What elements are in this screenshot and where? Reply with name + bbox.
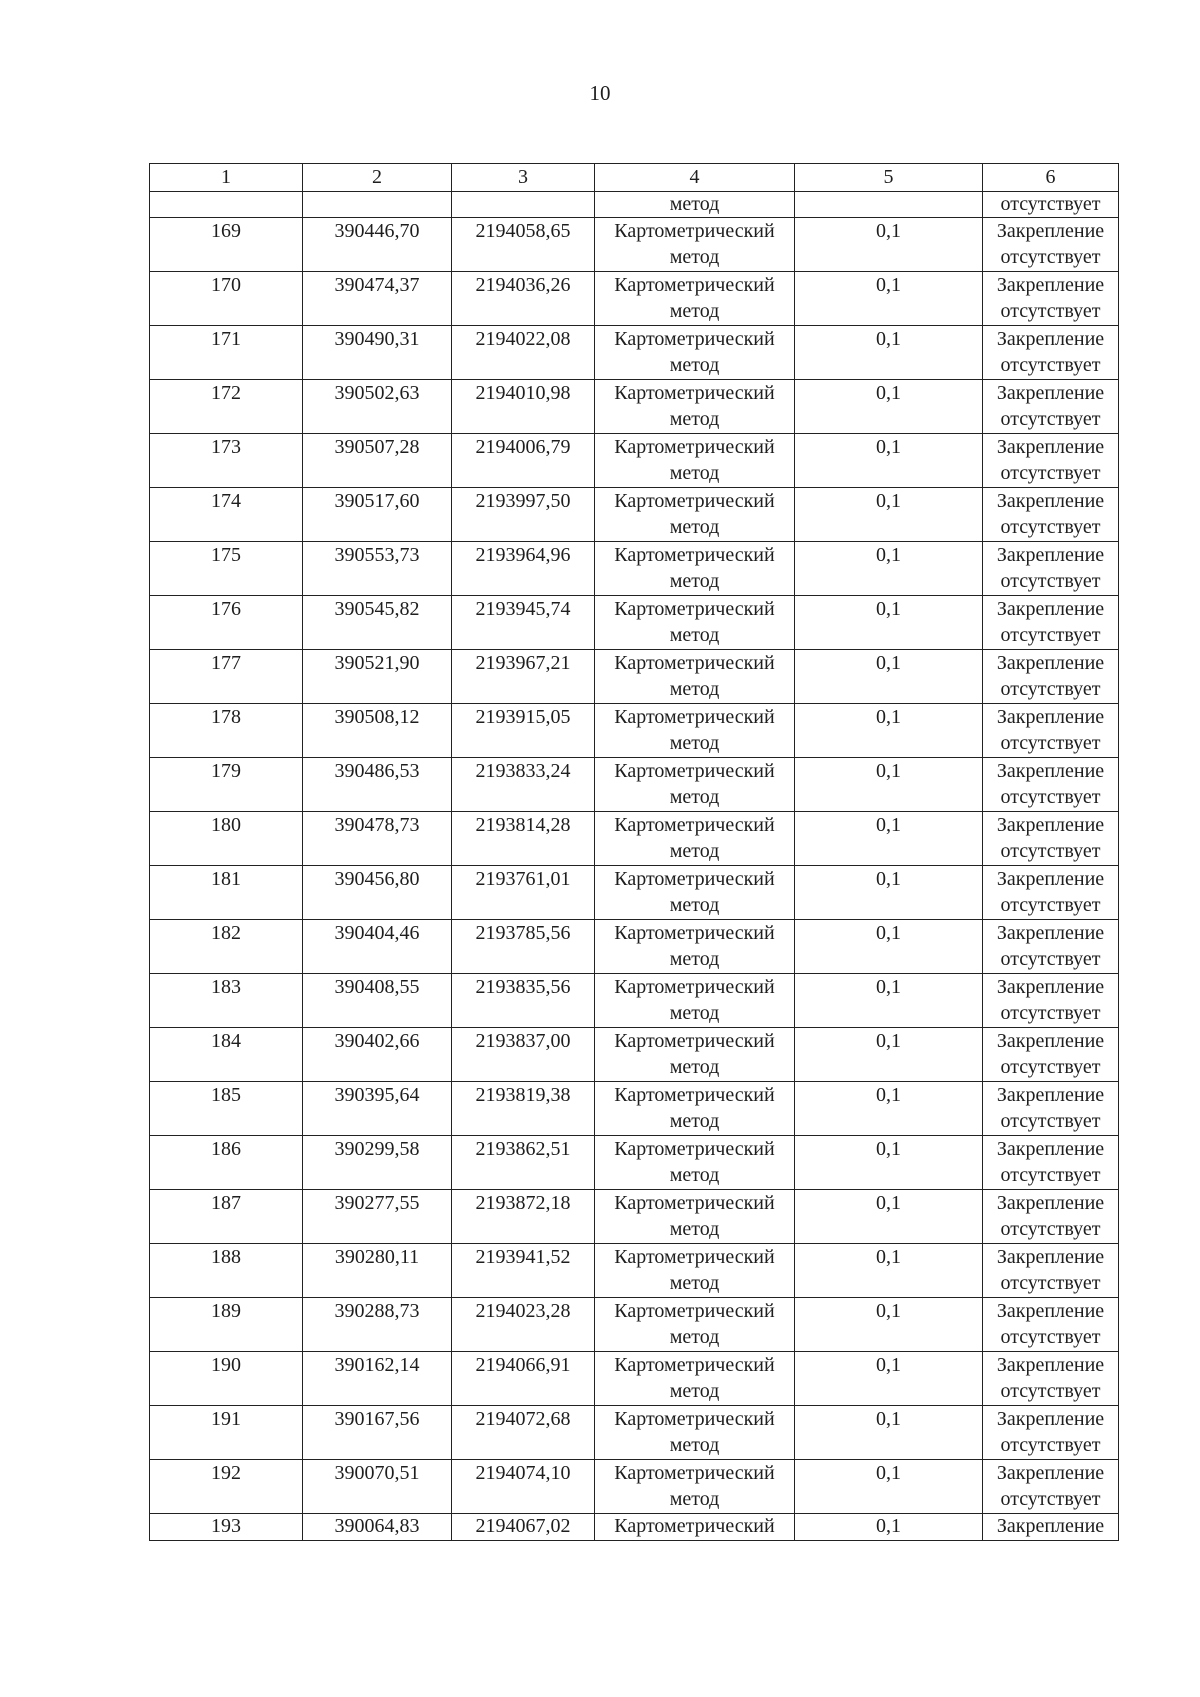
cell-x-coordinate: 390521,90: [303, 650, 452, 704]
cell-point-number: 184: [150, 1028, 303, 1082]
cell-y-coordinate: 2193833,24: [452, 758, 595, 812]
cell-fixing: [983, 1028, 1119, 1082]
fixing-line-1: Закрепление: [996, 706, 1105, 728]
cell-fixing: [983, 218, 1119, 272]
cell-empty: [150, 192, 303, 218]
cell-fixing: [983, 704, 1119, 758]
cell-point-number: 172: [150, 380, 303, 434]
method-line-2: метод: [669, 624, 720, 646]
fixing-line-1: Закрепление: [996, 220, 1105, 242]
cell-y-coordinate: 2194022,08: [452, 326, 595, 380]
cell-error: 0,1: [795, 1136, 983, 1190]
method-line-1: Картометрический: [614, 868, 775, 890]
cell-fixing: [983, 326, 1119, 380]
cell-point-number: 171: [150, 326, 303, 380]
cell-point-number: 193: [150, 1514, 303, 1541]
fixing-line-1: Закрепление: [996, 1246, 1105, 1268]
cell-y-coordinate: 2194006,79: [452, 434, 595, 488]
table-row: [150, 1298, 1119, 1352]
table-row: [150, 380, 1119, 434]
cell-error: 0,1: [795, 704, 983, 758]
method-line-1: Картометрический: [614, 598, 775, 620]
table-row: [150, 812, 1119, 866]
fixing-line-1: Закрепление: [996, 1300, 1105, 1322]
cell-point-number: 177: [150, 650, 303, 704]
cell-x-coordinate: 390490,31: [303, 326, 452, 380]
cell-x-coordinate: 390402,66: [303, 1028, 452, 1082]
cell-error: 0,1: [795, 866, 983, 920]
method-line-2: метод: [669, 948, 720, 970]
cell-y-coordinate: 2194023,28: [452, 1298, 595, 1352]
table-row: [150, 1244, 1119, 1298]
fixing-line-2: отсутствует: [1000, 246, 1101, 268]
fixing-line-1: Закрепление: [996, 598, 1105, 620]
cell-error: 0,1: [795, 1460, 983, 1514]
cell-y-coordinate: 2194074,10: [452, 1460, 595, 1514]
cell-x-coordinate: 390507,28: [303, 434, 452, 488]
table-row: [150, 1082, 1119, 1136]
method-line-1: Картометрический: [614, 490, 775, 512]
fixing-line-1: Закрепление: [996, 1408, 1105, 1430]
fixing-line-1: Закрепление: [996, 652, 1105, 674]
cell-point-number: 182: [150, 920, 303, 974]
cell-x-coordinate: 390517,60: [303, 488, 452, 542]
method-line-1: Картометрический: [614, 1192, 775, 1214]
table-row: [150, 488, 1119, 542]
cell-method-continuation: метод: [595, 192, 795, 218]
cell-point-number: 185: [150, 1082, 303, 1136]
method-line-2: метод: [669, 570, 720, 592]
cell-error: 0,1: [795, 920, 983, 974]
column-header-5: 5: [795, 164, 983, 192]
cell-x-coordinate: 390456,80: [303, 866, 452, 920]
cell-fixing: [983, 596, 1119, 650]
cell-fixing: [983, 920, 1119, 974]
cell-empty: [452, 192, 595, 218]
cell-point-number: 190: [150, 1352, 303, 1406]
cell-method: [595, 704, 795, 758]
method-line-2: метод: [669, 894, 720, 916]
cell-point-number: 179: [150, 758, 303, 812]
cell-method: [595, 434, 795, 488]
fixing-line-2: отсутствует: [1000, 1110, 1101, 1132]
cell-fixing: Закрепление: [983, 1514, 1119, 1541]
table-row: [150, 1460, 1119, 1514]
table-row: [150, 1136, 1119, 1190]
fixing-line-1: Закрепление: [996, 976, 1105, 998]
method-line-2: метод: [669, 732, 720, 754]
fixing-line-1: Закрепление: [996, 814, 1105, 836]
cell-x-coordinate: 390395,64: [303, 1082, 452, 1136]
method-line-1: Картометрический: [614, 1462, 775, 1484]
cell-point-number: 187: [150, 1190, 303, 1244]
cell-x-coordinate: 390162,14: [303, 1352, 452, 1406]
cell-method: [595, 542, 795, 596]
cell-point-number: 186: [150, 1136, 303, 1190]
method-line-1: Картометрический: [614, 1246, 775, 1268]
fixing-line-2: отсутствует: [1000, 1380, 1101, 1402]
cell-method: [595, 272, 795, 326]
cell-x-coordinate: 390299,58: [303, 1136, 452, 1190]
method-line-2: метод: [669, 1218, 720, 1240]
fixing-line-2: отсутствует: [1000, 516, 1101, 538]
table-row: [150, 272, 1119, 326]
fixing-line-1: Закрепление: [996, 1030, 1105, 1052]
header-row: [150, 164, 1119, 192]
cell-fixing: [983, 650, 1119, 704]
cell-error: 0,1: [795, 596, 983, 650]
cell-y-coordinate: 2193862,51: [452, 1136, 595, 1190]
fixing-line-2: отсутствует: [1000, 678, 1101, 700]
cell-fixing: [983, 1082, 1119, 1136]
fixing-line-1: Закрепление: [996, 1462, 1105, 1484]
cell-point-number: 192: [150, 1460, 303, 1514]
cell-y-coordinate: 2194010,98: [452, 380, 595, 434]
method-line-1: Картометрический: [614, 436, 775, 458]
cell-error: 0,1: [795, 974, 983, 1028]
fixing-line-2: отсутствует: [1000, 1488, 1101, 1510]
cell-x-coordinate: 390508,12: [303, 704, 452, 758]
cell-method: [595, 758, 795, 812]
cell-y-coordinate: 2193941,52: [452, 1244, 595, 1298]
fixing-line-1: Закрепление: [996, 1192, 1105, 1214]
cell-method: [595, 1460, 795, 1514]
cell-x-coordinate: 390553,73: [303, 542, 452, 596]
page-number: 10: [589, 81, 611, 105]
cell-method: [595, 650, 795, 704]
cell-method: Картометрический: [595, 1514, 795, 1541]
fixing-line-2: отсутствует: [1000, 786, 1101, 808]
cell-point-number: 170: [150, 272, 303, 326]
cell-error: 0,1: [795, 488, 983, 542]
method-line-1: Картометрический: [614, 544, 775, 566]
cell-error: 0,1: [795, 272, 983, 326]
table-row: [150, 218, 1119, 272]
cell-fixing: [983, 434, 1119, 488]
fixing-line-2: отсутствует: [1000, 1056, 1101, 1078]
cell-fixing-continuation: отсутствует: [983, 192, 1119, 218]
cell-method: [595, 1298, 795, 1352]
continuation-row: [150, 192, 1119, 218]
cell-method: [595, 1406, 795, 1460]
fixing-line-2: отсутствует: [1000, 462, 1101, 484]
table-row: [150, 596, 1119, 650]
cell-x-coordinate: 390280,11: [303, 1244, 452, 1298]
method-line-2: метод: [669, 1110, 720, 1132]
cell-point-number: 188: [150, 1244, 303, 1298]
method-line-2: метод: [669, 354, 720, 376]
cell-x-coordinate: 390474,37: [303, 272, 452, 326]
cell-point-number: 174: [150, 488, 303, 542]
cell-method: [595, 1028, 795, 1082]
method-line-2: метод: [669, 1380, 720, 1402]
table-row: [150, 434, 1119, 488]
fixing-line-1: Закрепление: [996, 274, 1105, 296]
column-header-6: 6: [983, 164, 1119, 192]
table-body: [150, 164, 1119, 1541]
cell-y-coordinate: 2193964,96: [452, 542, 595, 596]
table-row-last: [150, 1514, 1119, 1541]
fixing-line-2: отсутствует: [1000, 894, 1101, 916]
fixing-line-1: Закрепление: [996, 490, 1105, 512]
cell-error: 0,1: [795, 326, 983, 380]
cell-fixing: [983, 542, 1119, 596]
fixing-line-2: отсутствует: [1000, 624, 1101, 646]
cell-method: [595, 380, 795, 434]
cell-method: [595, 974, 795, 1028]
cell-point-number: 191: [150, 1406, 303, 1460]
method-line-2: метод: [669, 1434, 720, 1456]
fixing-line-2: отсутствует: [1000, 1434, 1101, 1456]
table-row: [150, 326, 1119, 380]
cell-fixing: [983, 1244, 1119, 1298]
cell-y-coordinate: 2193837,00: [452, 1028, 595, 1082]
cell-y-coordinate: 2194058,65: [452, 218, 595, 272]
table-row: [150, 1352, 1119, 1406]
cell-y-coordinate: 2193872,18: [452, 1190, 595, 1244]
cell-fixing: [983, 974, 1119, 1028]
method-line-2: метод: [669, 786, 720, 808]
method-line-1: Картометрический: [614, 1030, 775, 1052]
cell-y-coordinate: 2193967,21: [452, 650, 595, 704]
table-row: [150, 650, 1119, 704]
cell-error: 0,1: [795, 758, 983, 812]
cell-error: 0,1: [795, 1190, 983, 1244]
method-line-2: метод: [669, 300, 720, 322]
cell-x-coordinate: 390446,70: [303, 218, 452, 272]
method-line-1: Картометрический: [614, 328, 775, 350]
cell-method: [595, 218, 795, 272]
table-row: [150, 920, 1119, 974]
cell-point-number: 180: [150, 812, 303, 866]
method-line-2: метод: [669, 840, 720, 862]
cell-fixing: [983, 758, 1119, 812]
fixing-line-2: отсутствует: [1000, 570, 1101, 592]
method-line-1: Картометрический: [614, 1300, 775, 1322]
cell-error: 0,1: [795, 1514, 983, 1541]
method-line-2: метод: [669, 1056, 720, 1078]
fixing-line-1: Закрепление: [996, 1084, 1105, 1106]
method-line-1: Картометрический: [614, 382, 775, 404]
fixing-line-2: отсутствует: [1000, 1272, 1101, 1294]
cell-fixing: [983, 1190, 1119, 1244]
method-line-1: Картометрический: [614, 760, 775, 782]
cell-y-coordinate: 2194036,26: [452, 272, 595, 326]
cell-error: 0,1: [795, 650, 983, 704]
table-row: [150, 704, 1119, 758]
fixing-line-1: Закрепление: [996, 382, 1105, 404]
table-row: [150, 866, 1119, 920]
cell-fixing: [983, 1460, 1119, 1514]
fixing-line-1: Закрепление: [996, 544, 1105, 566]
cell-error: 0,1: [795, 812, 983, 866]
cell-y-coordinate: 2194067,02: [452, 1514, 595, 1541]
cell-fixing: [983, 1136, 1119, 1190]
cell-empty: [795, 192, 983, 218]
method-line-2: метод: [669, 516, 720, 538]
cell-x-coordinate: 390167,56: [303, 1406, 452, 1460]
cell-method: [595, 920, 795, 974]
cell-x-coordinate: 390408,55: [303, 974, 452, 1028]
cell-method: [595, 1082, 795, 1136]
cell-method: [595, 1352, 795, 1406]
cell-point-number: 176: [150, 596, 303, 650]
cell-method: [595, 488, 795, 542]
cell-error: 0,1: [795, 1298, 983, 1352]
method-line-2: метод: [669, 1488, 720, 1510]
column-header-2: 2: [303, 164, 452, 192]
cell-y-coordinate: 2193785,56: [452, 920, 595, 974]
cell-fixing: [983, 488, 1119, 542]
fixing-line-2: отсутствует: [1000, 354, 1101, 376]
cell-y-coordinate: 2193761,01: [452, 866, 595, 920]
cell-x-coordinate: 390404,46: [303, 920, 452, 974]
table-row: [150, 1406, 1119, 1460]
cell-fixing: [983, 866, 1119, 920]
table-row: [150, 974, 1119, 1028]
cell-x-coordinate: 390545,82: [303, 596, 452, 650]
cell-method: [595, 596, 795, 650]
method-line-2: метод: [669, 408, 720, 430]
cell-point-number: 178: [150, 704, 303, 758]
fixing-line-1: Закрепление: [996, 436, 1105, 458]
fixing-line-1: Закрепление: [996, 760, 1105, 782]
fixing-line-2: отсутствует: [1000, 408, 1101, 430]
method-line-1: Картометрический: [614, 706, 775, 728]
method-line-1: Картометрический: [614, 220, 775, 242]
table-row: [150, 542, 1119, 596]
cell-point-number: 169: [150, 218, 303, 272]
cell-method: [595, 866, 795, 920]
method-line-2: метод: [669, 1272, 720, 1294]
cell-point-number: 189: [150, 1298, 303, 1352]
cell-error: 0,1: [795, 1244, 983, 1298]
cell-method: [595, 1190, 795, 1244]
cell-error: 0,1: [795, 542, 983, 596]
fixing-line-2: отсутствует: [1000, 948, 1101, 970]
method-line-2: метод: [669, 462, 720, 484]
fixing-line-2: отсутствует: [1000, 840, 1101, 862]
fixing-line-2: отсутствует: [1000, 1164, 1101, 1186]
cell-error: 0,1: [795, 218, 983, 272]
cell-point-number: 183: [150, 974, 303, 1028]
cell-x-coordinate: 390502,63: [303, 380, 452, 434]
fixing-line-1: Закрепление: [996, 868, 1105, 890]
cell-point-number: 175: [150, 542, 303, 596]
cell-method: [595, 1136, 795, 1190]
fixing-line-2: отсутствует: [1000, 1002, 1101, 1024]
cell-y-coordinate: 2193814,28: [452, 812, 595, 866]
cell-method: [595, 326, 795, 380]
cell-y-coordinate: 2193915,05: [452, 704, 595, 758]
method-line-2: метод: [669, 246, 720, 268]
cell-method: [595, 812, 795, 866]
cell-error: 0,1: [795, 1352, 983, 1406]
method-line-1: Картометрический: [614, 1138, 775, 1160]
table-row: [150, 1028, 1119, 1082]
cell-x-coordinate: 390478,73: [303, 812, 452, 866]
fixing-line-1: Закрепление: [996, 1354, 1105, 1376]
method-line-1: Картометрический: [614, 814, 775, 836]
method-line-1: Картометрический: [614, 274, 775, 296]
method-line-1: Картометрический: [614, 976, 775, 998]
method-line-1: Картометрический: [614, 1354, 775, 1376]
cell-y-coordinate: 2193997,50: [452, 488, 595, 542]
cell-y-coordinate: 2193819,38: [452, 1082, 595, 1136]
cell-fixing: [983, 272, 1119, 326]
cell-x-coordinate: 390070,51: [303, 1460, 452, 1514]
method-line-2: метод: [669, 678, 720, 700]
column-header-4: 4: [595, 164, 795, 192]
method-line-2: метод: [669, 1164, 720, 1186]
cell-x-coordinate: 390064,83: [303, 1514, 452, 1541]
fixing-line-1: Закрепление: [996, 1138, 1105, 1160]
fixing-line-2: отсутствует: [1000, 1218, 1101, 1240]
cell-method: [595, 1244, 795, 1298]
column-header-3: 3: [452, 164, 595, 192]
fixing-line-1: Закрепление: [996, 922, 1105, 944]
method-line-1: Картометрический: [614, 652, 775, 674]
cell-point-number: 173: [150, 434, 303, 488]
coordinates-table: [149, 163, 1119, 1541]
method-line-2: метод: [669, 1326, 720, 1348]
cell-empty: [303, 192, 452, 218]
cell-error: 0,1: [795, 434, 983, 488]
cell-fixing: [983, 1352, 1119, 1406]
cell-fixing: [983, 1406, 1119, 1460]
cell-y-coordinate: 2193835,56: [452, 974, 595, 1028]
cell-x-coordinate: 390277,55: [303, 1190, 452, 1244]
fixing-line-1: Закрепление: [996, 328, 1105, 350]
cell-error: 0,1: [795, 1406, 983, 1460]
cell-y-coordinate: 2194066,91: [452, 1352, 595, 1406]
cell-error: 0,1: [795, 1082, 983, 1136]
cell-fixing: [983, 380, 1119, 434]
table-row: [150, 758, 1119, 812]
table-row: [150, 1190, 1119, 1244]
fixing-line-2: отсутствует: [1000, 300, 1101, 322]
cell-point-number: 181: [150, 866, 303, 920]
method-line-1: Картометрический: [614, 922, 775, 944]
method-line-1: Картометрический: [614, 1084, 775, 1106]
cell-error: 0,1: [795, 1028, 983, 1082]
fixing-line-2: отсутствует: [1000, 1326, 1101, 1348]
cell-y-coordinate: 2193945,74: [452, 596, 595, 650]
cell-error: 0,1: [795, 380, 983, 434]
method-line-1: Картометрический: [614, 1408, 775, 1430]
cell-y-coordinate: 2194072,68: [452, 1406, 595, 1460]
fixing-line-2: отсутствует: [1000, 732, 1101, 754]
cell-fixing: [983, 812, 1119, 866]
cell-x-coordinate: 390486,53: [303, 758, 452, 812]
method-line-2: метод: [669, 1002, 720, 1024]
cell-x-coordinate: 390288,73: [303, 1298, 452, 1352]
column-header-1: 1: [150, 164, 303, 192]
cell-fixing: [983, 1298, 1119, 1352]
